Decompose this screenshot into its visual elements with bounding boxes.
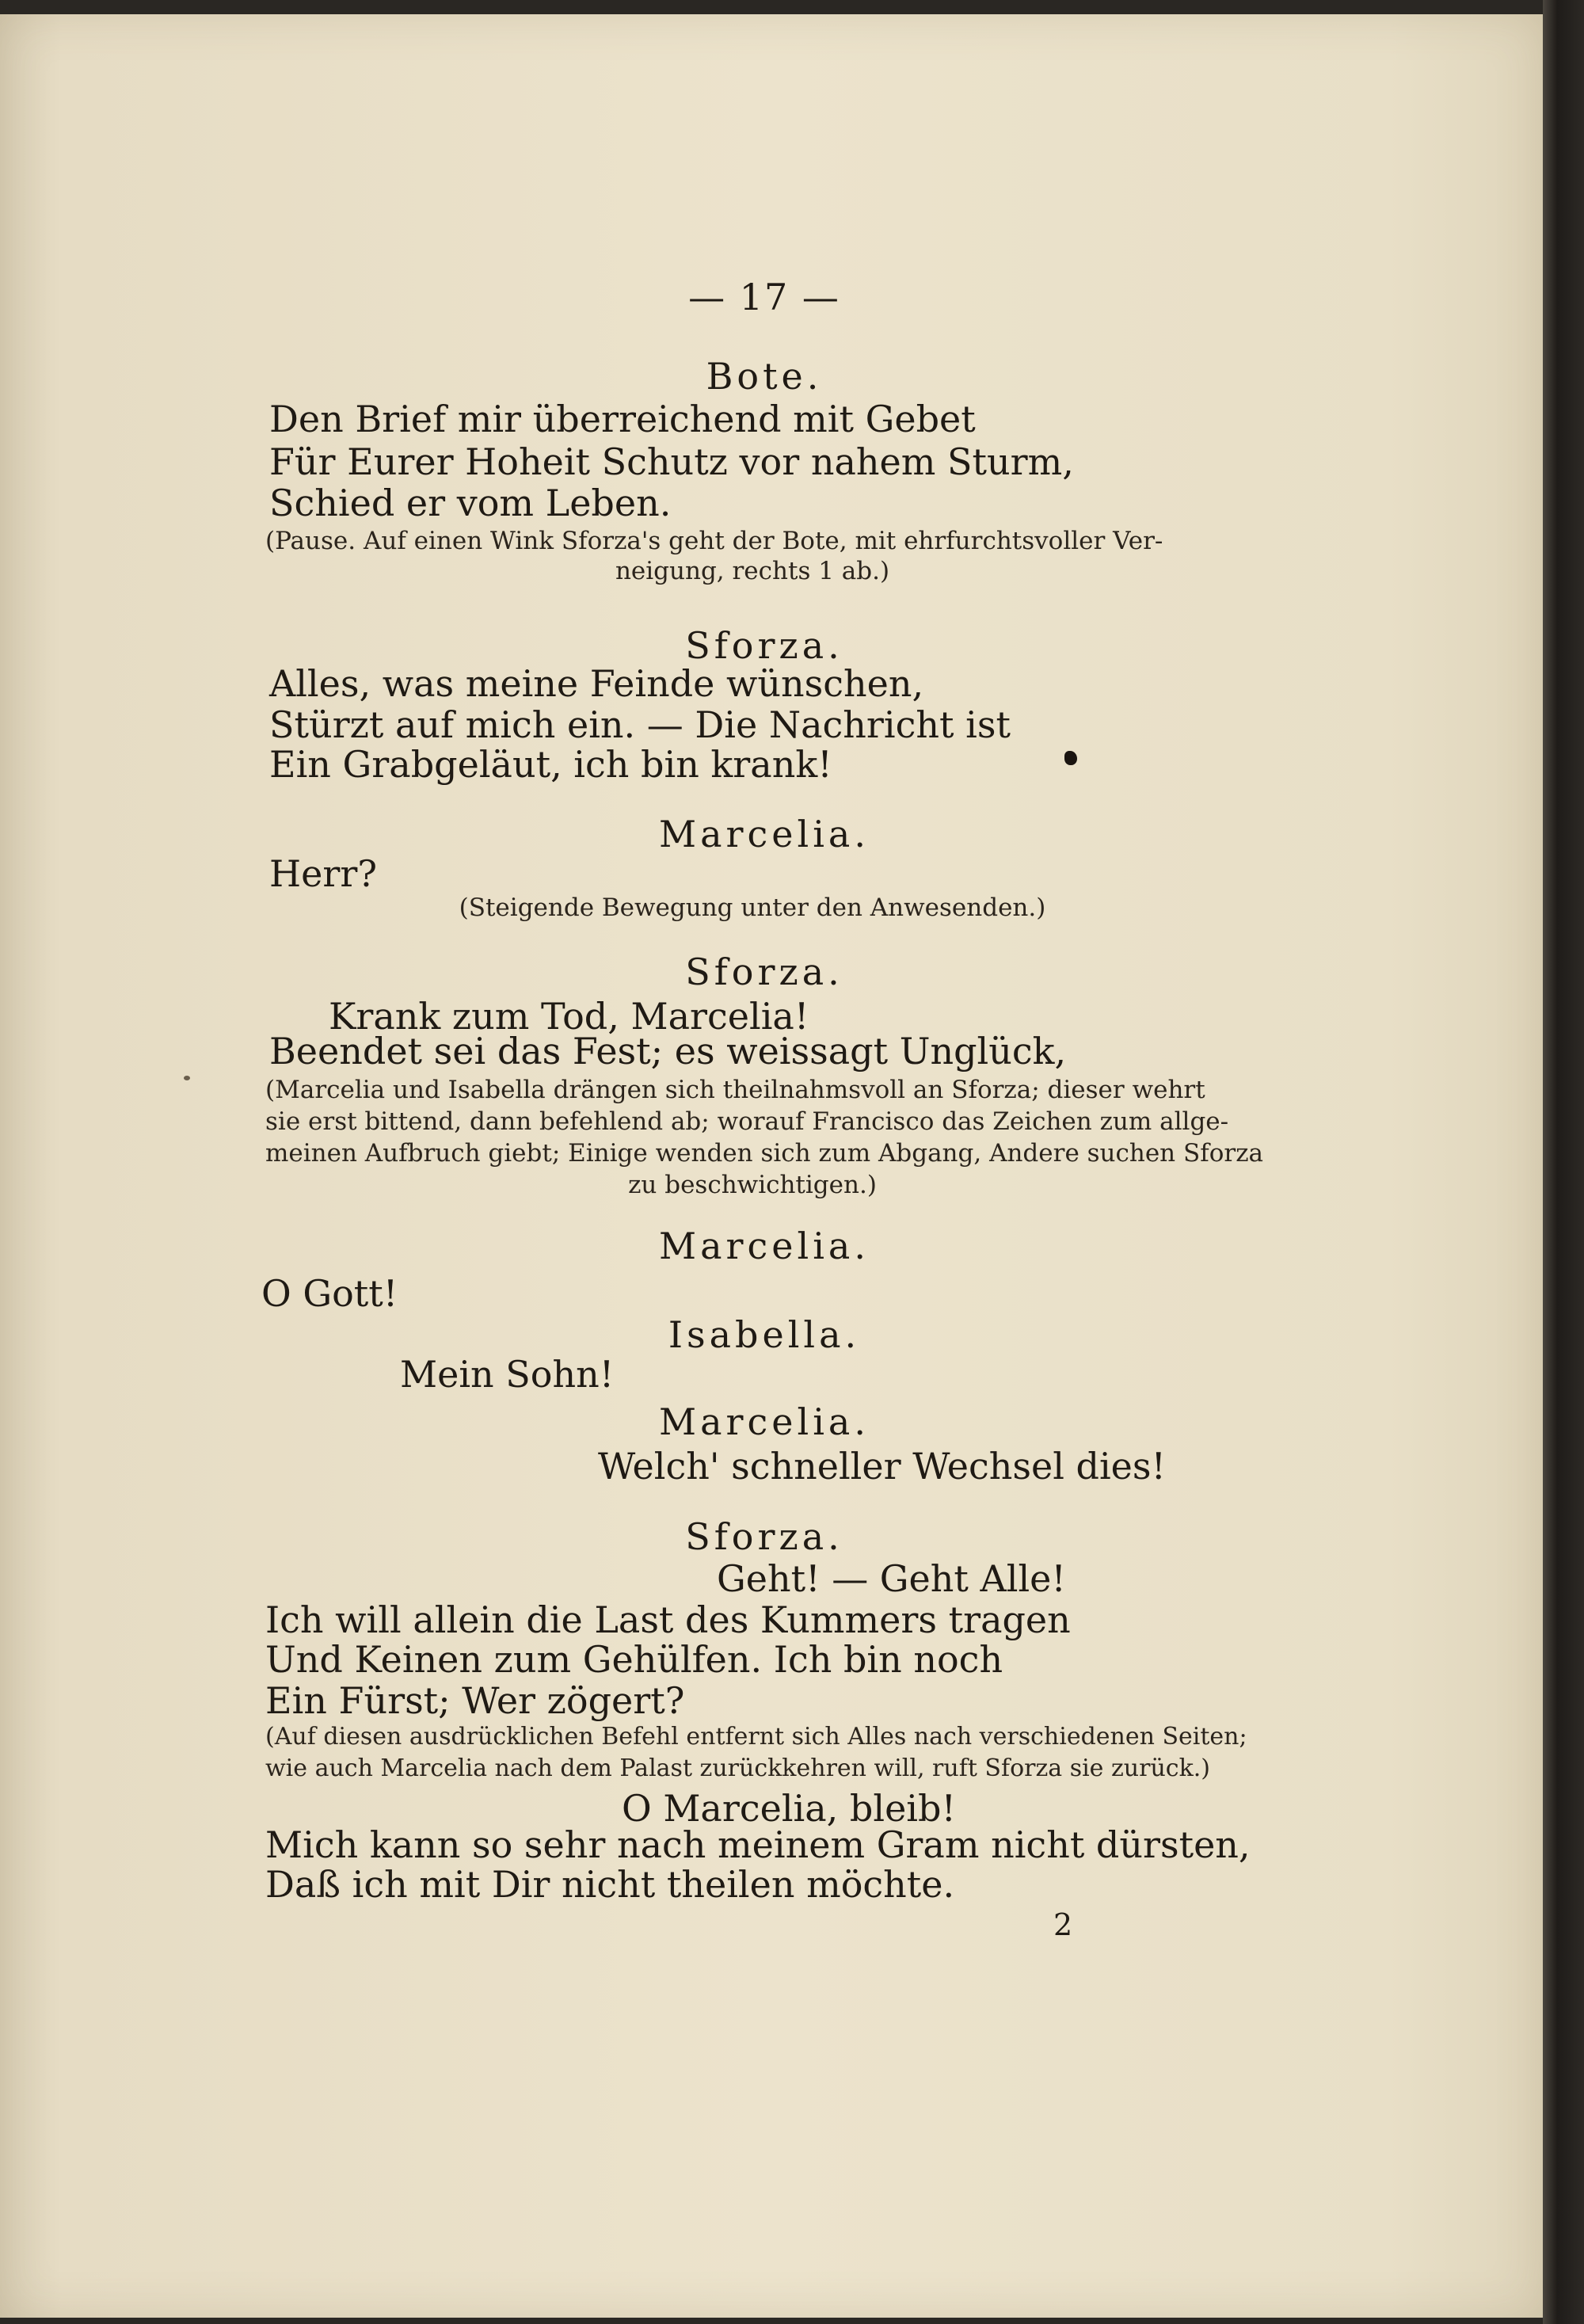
speaker-isabella: Isabella. <box>668 1313 861 1356</box>
verse-line: Und Keinen zum Gehülfen. Ich bin noch <box>265 1638 1003 1681</box>
stage-direction: sie erst bittend, dann befehlend ab; worauf Francisco das Zeichen zum allge- <box>265 1107 1229 1136</box>
verse-line: Für Eurer Hoheit Schutz vor nahem Sturm, <box>269 440 1074 483</box>
stage-direction: neigung, rechts 1 ab.) <box>615 557 890 585</box>
book-spine <box>1543 0 1584 2324</box>
verse-line: O Gott! <box>261 1272 398 1315</box>
stage-direction: zu beschwichtigen.) <box>628 1171 877 1199</box>
speaker-sforza: Sforza. <box>685 951 843 993</box>
verse-line: Ein Grabgeläut, ich bin krank! <box>269 743 832 786</box>
stage-direction: (Steigende Bewegung unter den Anwesenden.) <box>459 893 1046 922</box>
verse-line: Ich will allein die Last des Kummers tragen <box>265 1598 1071 1641</box>
stage-direction: (Marcelia und Isabella drängen sich theilnahmsvoll an Sforza; dieser wehrt <box>265 1076 1205 1104</box>
stage-direction: meinen Aufbruch giebt; Einige wenden sich zum Abgang, Andere suchen Sforza <box>265 1139 1264 1168</box>
speaker-sforza: Sforza. <box>685 624 843 667</box>
verse-line: O Marcelia, bleib! <box>622 1787 956 1830</box>
verse-line: Welch' schneller Wechsel dies! <box>598 1445 1166 1488</box>
speaker-marcelia: Marcelia. <box>659 1225 870 1267</box>
speaker-marcelia: Marcelia. <box>659 1400 870 1443</box>
verse-line: Mich kann so sehr nach meinem Gram nicht dürsten, <box>265 1823 1251 1866</box>
ink-speck <box>184 1076 190 1080</box>
signature-mark: 2 <box>1053 1907 1073 1942</box>
page-content <box>0 14 1543 2318</box>
verse-line: Mein Sohn! <box>400 1353 615 1396</box>
verse-line: Herr? <box>269 852 377 895</box>
verse-line: Ein Fürst; Wer zögert? <box>265 1679 685 1722</box>
verse-line: Alles, was meine Feinde wünschen, <box>269 662 924 705</box>
book-page <box>0 14 1543 2318</box>
verse-line: Stürzt auf mich ein. — Die Nachricht ist <box>269 703 1011 746</box>
ink-blot <box>1064 751 1077 765</box>
stage-direction: (Auf diesen ausdrücklichen Befehl entfernt sich Alles nach verschiedenen Seiten; <box>265 1723 1247 1751</box>
speaker-marcelia: Marcelia. <box>659 813 870 855</box>
verse-line: Den Brief mir überreichend mit Gebet <box>269 398 976 440</box>
page-number: — 17 — <box>688 276 840 318</box>
verse-line: Schied er vom Leben. <box>269 482 672 524</box>
verse-line: Krank zum Tod, Marcelia! <box>329 995 809 1038</box>
verse-line: Beendet sei das Fest; es weissagt Unglück, <box>269 1030 1067 1072</box>
verse-line: Daß ich mit Dir nicht theilen möchte. <box>265 1863 955 1906</box>
speaker-sforza: Sforza. <box>685 1515 843 1558</box>
speaker-bote: Bote. <box>706 355 823 398</box>
stage-direction: (Pause. Auf einen Wink Sforza's geht der Bote, mit ehrfurchtsvoller Ver- <box>265 527 1163 555</box>
verse-line: Geht! — Geht Alle! <box>717 1557 1066 1600</box>
stage-direction: wie auch Marcelia nach dem Palast zurückkehren will, ruft Sforza sie zurück.) <box>265 1754 1210 1782</box>
